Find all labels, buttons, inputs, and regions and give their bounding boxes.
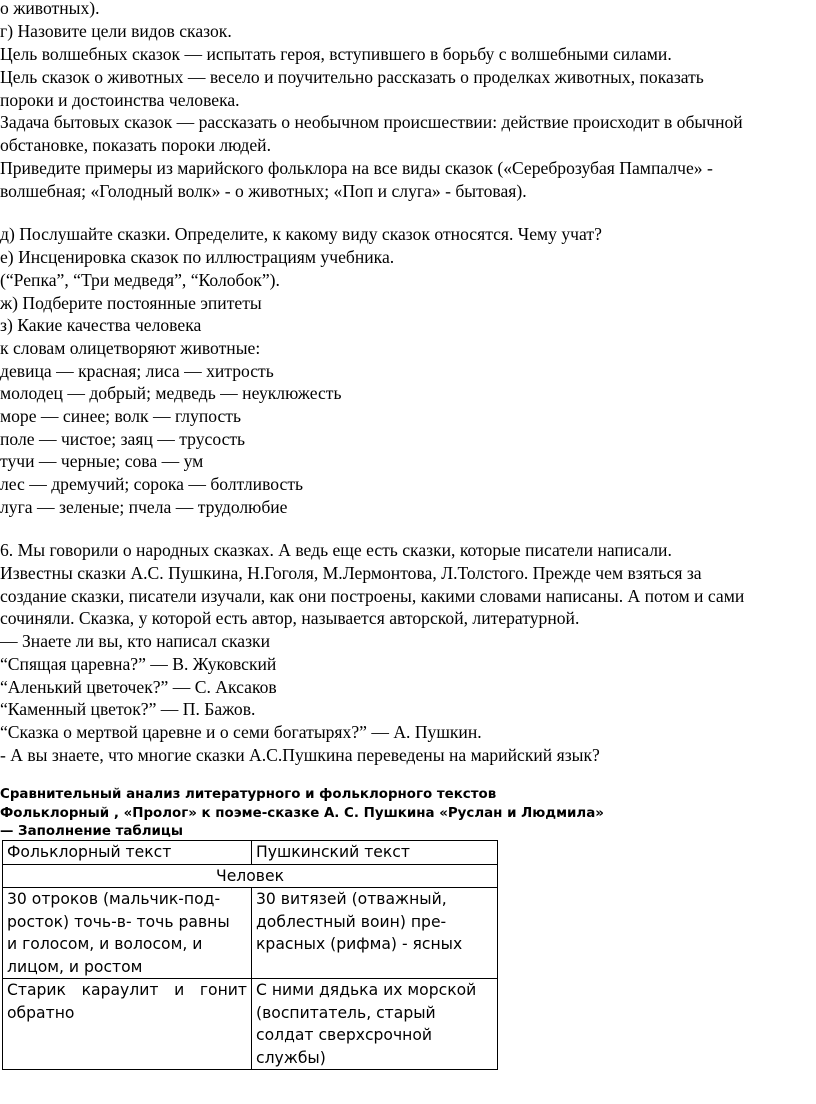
- text-line: (“Репка”, “Три медведя”, “Колобок”).: [0, 270, 280, 290]
- text-line: “Аленький цветочек?” — С. Аксаков: [0, 677, 277, 697]
- text-line: “Сказка о мертвой царевне и о семи богатырях?” — А. Пушкин.: [0, 722, 482, 742]
- cell-line: доблестный воин) пре-: [256, 912, 447, 931]
- section-subheading: Фольклорный , «Пролог» к поэме-сказке А. С. Пушкина «Руслан и Людмила»: [0, 806, 604, 821]
- text-line: пороки и достоинства человека.: [0, 90, 240, 110]
- cell-line: (воспитатель, старый: [256, 1003, 436, 1022]
- cell-line: лицом, и ростом: [7, 957, 143, 976]
- text-line: сочиняли. Сказка, у которой есть автор, называется авторской, литературной.: [0, 608, 580, 628]
- cell-line: 30 витязей (отважный,: [256, 890, 447, 908]
- cell-line: солдат сверхсрочной: [256, 1026, 433, 1044]
- text-line: море — синее; волк — глупость: [0, 406, 242, 426]
- text-line: создание сказки, писатели изучали, как они построены, какими словами написаны. А потом и сами: [0, 586, 745, 606]
- text-line: к словам олицетворяют животные:: [0, 338, 261, 358]
- text-line: - А вы знаете, что многие сказки А.С.Пушкина переведены на марийский язык?: [0, 745, 600, 765]
- text-line: волшебная; «Голодный волк» - о животных; «Поп и слуга» - бытовая).: [0, 181, 527, 201]
- text-line: “Каменный цветок?” — П. Бажов.: [0, 699, 256, 719]
- text-line: лес — дремучий; сорока — болтливость: [0, 474, 304, 494]
- comparison-table: [2, 840, 498, 1070]
- cell-line: службы): [256, 1048, 326, 1067]
- text-line: Приведите примеры из марийского фольклора на все виды сказок («Сереброзубая Пампалче» -: [0, 158, 713, 178]
- text-line: ж) Подберите постоянные эпитеты: [0, 293, 262, 313]
- section-cell: Человек: [3, 864, 498, 888]
- cell-line: 30 отроков (мальчик-под-: [7, 890, 221, 908]
- cell-line: Старик караулит и гонит: [7, 981, 247, 999]
- text-line: Цель волшебных сказок — испытать героя, вступившего в борьбу с волшебными силами.: [0, 44, 672, 64]
- table-cell: [3, 888, 252, 979]
- text-line: молодец — добрый; медведь — неуклюжесть: [0, 383, 342, 403]
- text-line: “Спящая царевна?” — В. Жуковский: [0, 654, 277, 674]
- text-line: обстановке, показать пороки людей.: [0, 135, 271, 155]
- section-note: — Заполнение таблицы: [0, 824, 183, 839]
- table-cell: [3, 979, 252, 1070]
- text-line: 6. Мы говорили о народных сказках. А ведь еще есть сказки, которые писатели написали.: [0, 540, 672, 560]
- text-line: Цель сказок о животных — весело и поучительно рассказать о проделках животных, показать: [0, 67, 704, 87]
- text-line: е) Инсценировка сказок по иллюстрациям учебника.: [0, 247, 395, 267]
- text-line: тучи — черные; сова — ум: [0, 451, 204, 471]
- text-line: д) Послушайте сказки. Определите, к какому виду сказок относятся. Чему учат?: [0, 224, 602, 244]
- text-line: з) Какие качества человека: [0, 315, 202, 335]
- text-line: луга — зеленые; пчела — трудолюбие: [0, 497, 288, 517]
- text-line: поле — чистое; заяц — трусость: [0, 429, 246, 449]
- table-row: [3, 888, 498, 979]
- table-cell: [252, 888, 498, 979]
- text-line: о животных).: [0, 0, 100, 18]
- text-line: Задача бытовых сказок — рассказать о необычном происшествии: действие происходит в обычной: [0, 112, 743, 132]
- cell-line: красных (рифма) - ясных: [256, 935, 463, 953]
- table-section-row: [3, 864, 498, 888]
- text-line: девица — красная; лиса — хитрость: [0, 361, 274, 381]
- cell-line: росток) точь-в- точь равны: [7, 912, 230, 931]
- text-line: г) Назовите цели видов сказок.: [0, 21, 232, 41]
- column-header: Пушкинский текст: [252, 841, 498, 865]
- cell-line: и голосом, и волосом, и: [7, 935, 203, 953]
- text-line: Известны сказки А.С. Пушкина, Н.Гоголя, М.Лермонтова, Л.Толстого. Прежде чем взяться за: [0, 563, 702, 583]
- text-line: — Знаете ли вы, кто написал сказки: [0, 631, 271, 651]
- table-cell: [252, 979, 498, 1070]
- cell-line: обратно: [7, 1003, 75, 1022]
- cell-line: С ними дядька их морской: [256, 981, 477, 999]
- table-row: [3, 979, 498, 1070]
- column-header: Фольклорный текст: [3, 841, 252, 865]
- table-header-row: [3, 841, 498, 865]
- section-heading: Сравнительный анализ литературного и фольклорного текстов: [0, 787, 497, 802]
